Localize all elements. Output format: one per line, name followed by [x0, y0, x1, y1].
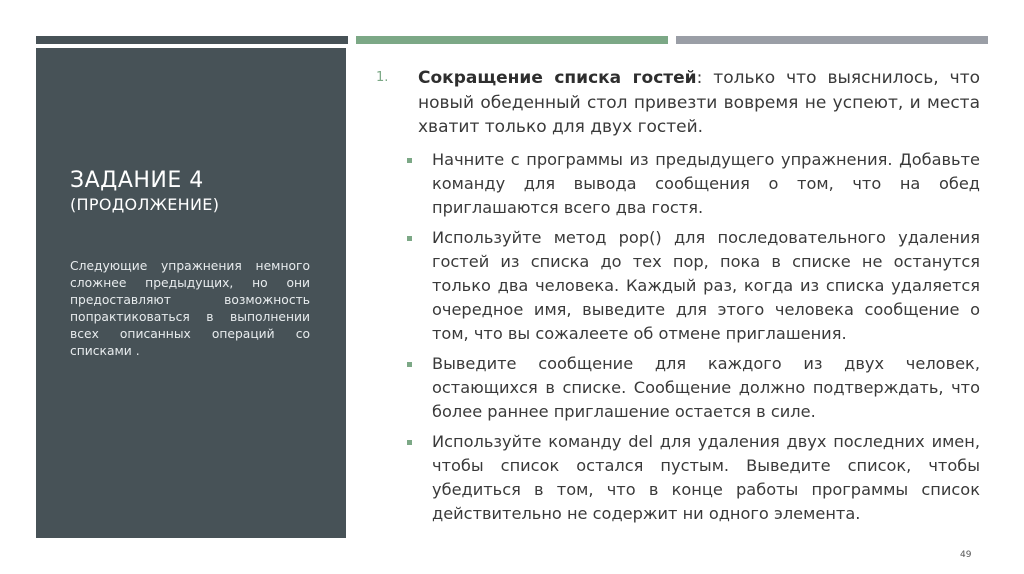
item-text: : только что выяснилось, что новый обеденный стол привезти вовремя не успеют, и места хватит только для двух гостей. — [418, 68, 981, 137]
bullet-text: Выведите сообщение для каждого из двух человек, остающихся в списке. Сообщение должно подтверждать, что более раннее приглашение остается в силе. — [432, 353, 980, 421]
slide-title-line1: ЗАДАНИЕ 4 — [70, 168, 204, 193]
bullet-text: Начните с программы из предыдущего упражнения. Добавьте команду для вывода сообщения о том, что на обед приглашаются всего два гостя. — [432, 149, 980, 217]
bullet-item — [376, 352, 980, 424]
bullet-square-icon — [407, 236, 412, 241]
slide-content — [376, 66, 980, 532]
decor-bar-green — [356, 36, 668, 44]
slide-subtitle: Следующие упражнения немного сложнее предыдущих, но они предоставляют возможность попрактиковаться в выполнении всех описанных операций со списками . — [70, 259, 310, 358]
bullet-text: Используйте метод pop() для последовательного удаления гостей из списка до тех пор, пока в списке не останутся только два человека. Каждый раз, когда из списка удаляется очередное имя, выведите для этого человека сообщение о том, что вы сожалеете об отмене приглашения. — [432, 227, 980, 343]
bullet-square-icon — [407, 440, 412, 445]
bullet-item — [376, 148, 980, 220]
slide-title — [70, 168, 320, 216]
bullet-item — [376, 226, 980, 346]
decor-bar-gray — [676, 36, 988, 44]
bullet-item — [376, 430, 980, 526]
item-number: 1. — [376, 70, 389, 85]
numbered-item — [376, 66, 980, 140]
bullet-square-icon — [407, 362, 412, 367]
slide-title-line2: (ПРОДОЛЖЕНИЕ) — [70, 195, 220, 214]
bullet-text: Используйте команду del для удаления двух последних имен, чтобы список остался пустым. Выведите список, чтобы убедиться в том, что в конце работы программы список действительно не содержит ни одного элемента. — [432, 431, 980, 523]
bullet-square-icon — [407, 158, 412, 163]
decor-bar-dark — [36, 36, 348, 44]
item-title: Сокращение списка гостей — [418, 68, 697, 88]
bullet-list — [376, 148, 980, 526]
page-number: 49 — [960, 550, 972, 560]
